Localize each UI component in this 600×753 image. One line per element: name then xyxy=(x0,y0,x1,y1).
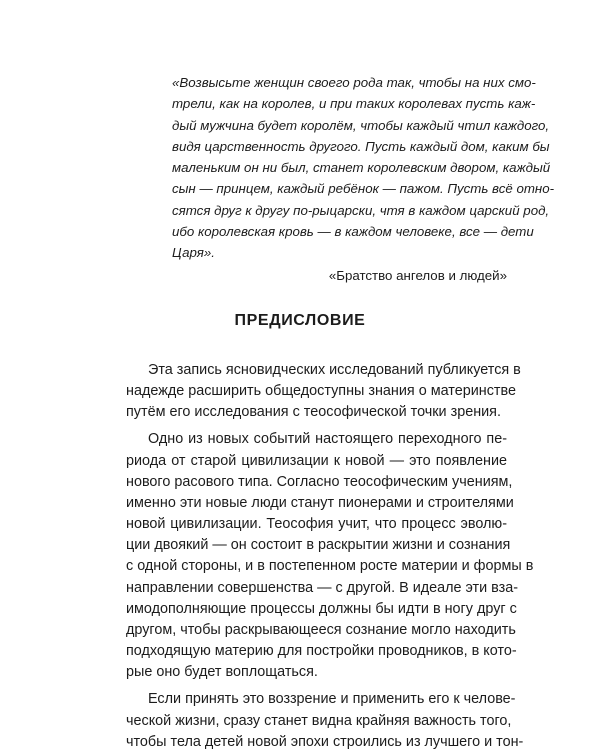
section-heading: ПРЕДИСЛОВИЕ xyxy=(234,312,366,329)
paragraph-line: Если принять это воззрение и применить его к челове- xyxy=(148,691,516,708)
epigraph-line: трели, как на королев, и при таких королевах пусть каж- xyxy=(172,96,536,112)
paragraph-line: ции двоякий — он состоит в раскрытии жизни и сознания xyxy=(126,537,511,554)
epigraph-line: сын — принцем, каждый ребёнок — пажом. Пусть всё отно- xyxy=(172,181,555,197)
paragraph-line: риода от старой цивилизации к новой — это появление xyxy=(126,452,507,469)
paragraph-line: подходящую материю для постройки проводников, в кото- xyxy=(126,643,517,660)
paragraph-line: имодополняющие процессы должны бы идти в ногу друг с xyxy=(126,600,517,617)
epigraph-line: «Возвысьте женщин своего рода так, чтобы на них смо- xyxy=(172,75,536,90)
epigraph-source: «Братство ангелов и людей» xyxy=(328,268,507,283)
body-text xyxy=(126,360,534,753)
paragraph-line: рые оно будет воплощаться. xyxy=(126,664,318,681)
paragraph-line: именно эти новые люди станут пионерами и строителями xyxy=(126,494,514,511)
paragraph-line: направлении совершенства — с другой. В идеале эти вза- xyxy=(126,579,519,596)
paragraph-line: новой цивилизации. Теософия учит, что процесс эволю- xyxy=(126,516,507,533)
paragraph-line: путём его исследования с теософической точки зрения. xyxy=(126,404,501,421)
paragraph-line: надежде расширить общедоступны знания о материнстве xyxy=(126,383,516,400)
paragraph-line: Эта запись ясновидческих исследований публикуется в xyxy=(148,362,521,378)
paragraph-line: чтобы тела детей новой эпохи строились из лучшего и тон- xyxy=(126,733,524,750)
paragraph-line: ческой жизни, сразу станет видна крайняя важность того, xyxy=(126,712,512,729)
epigraph xyxy=(172,72,555,264)
epigraph-line: Царя». xyxy=(172,245,215,261)
paragraph-line: с одной стороны, и в постепенном росте материи и формы в xyxy=(126,558,534,575)
paragraph-line: другом, чтобы раскрывающееся сознание могло находить xyxy=(126,621,516,638)
epigraph-line: маленьким он ни был, станет королевским двором, каждый xyxy=(172,160,551,176)
epigraph-line: сятся друг к другу по-рыцарски, чтя в каждом царский род, xyxy=(172,202,550,218)
paragraph-line: Одно из новых событий настоящего переходного пе- xyxy=(148,431,507,448)
epigraph-line: ибо королевская кровь — в каждом человеке, все — дети xyxy=(172,224,534,240)
epigraph-line: видя царственность другого. Пусть каждый дом, каким бы xyxy=(172,138,550,154)
epigraph-line: дый мужчина будет королём, чтобы каждый чтил каждого, xyxy=(172,117,550,133)
paragraph-line: нового расового типа. Согласно теософическим учениям, xyxy=(126,473,513,490)
